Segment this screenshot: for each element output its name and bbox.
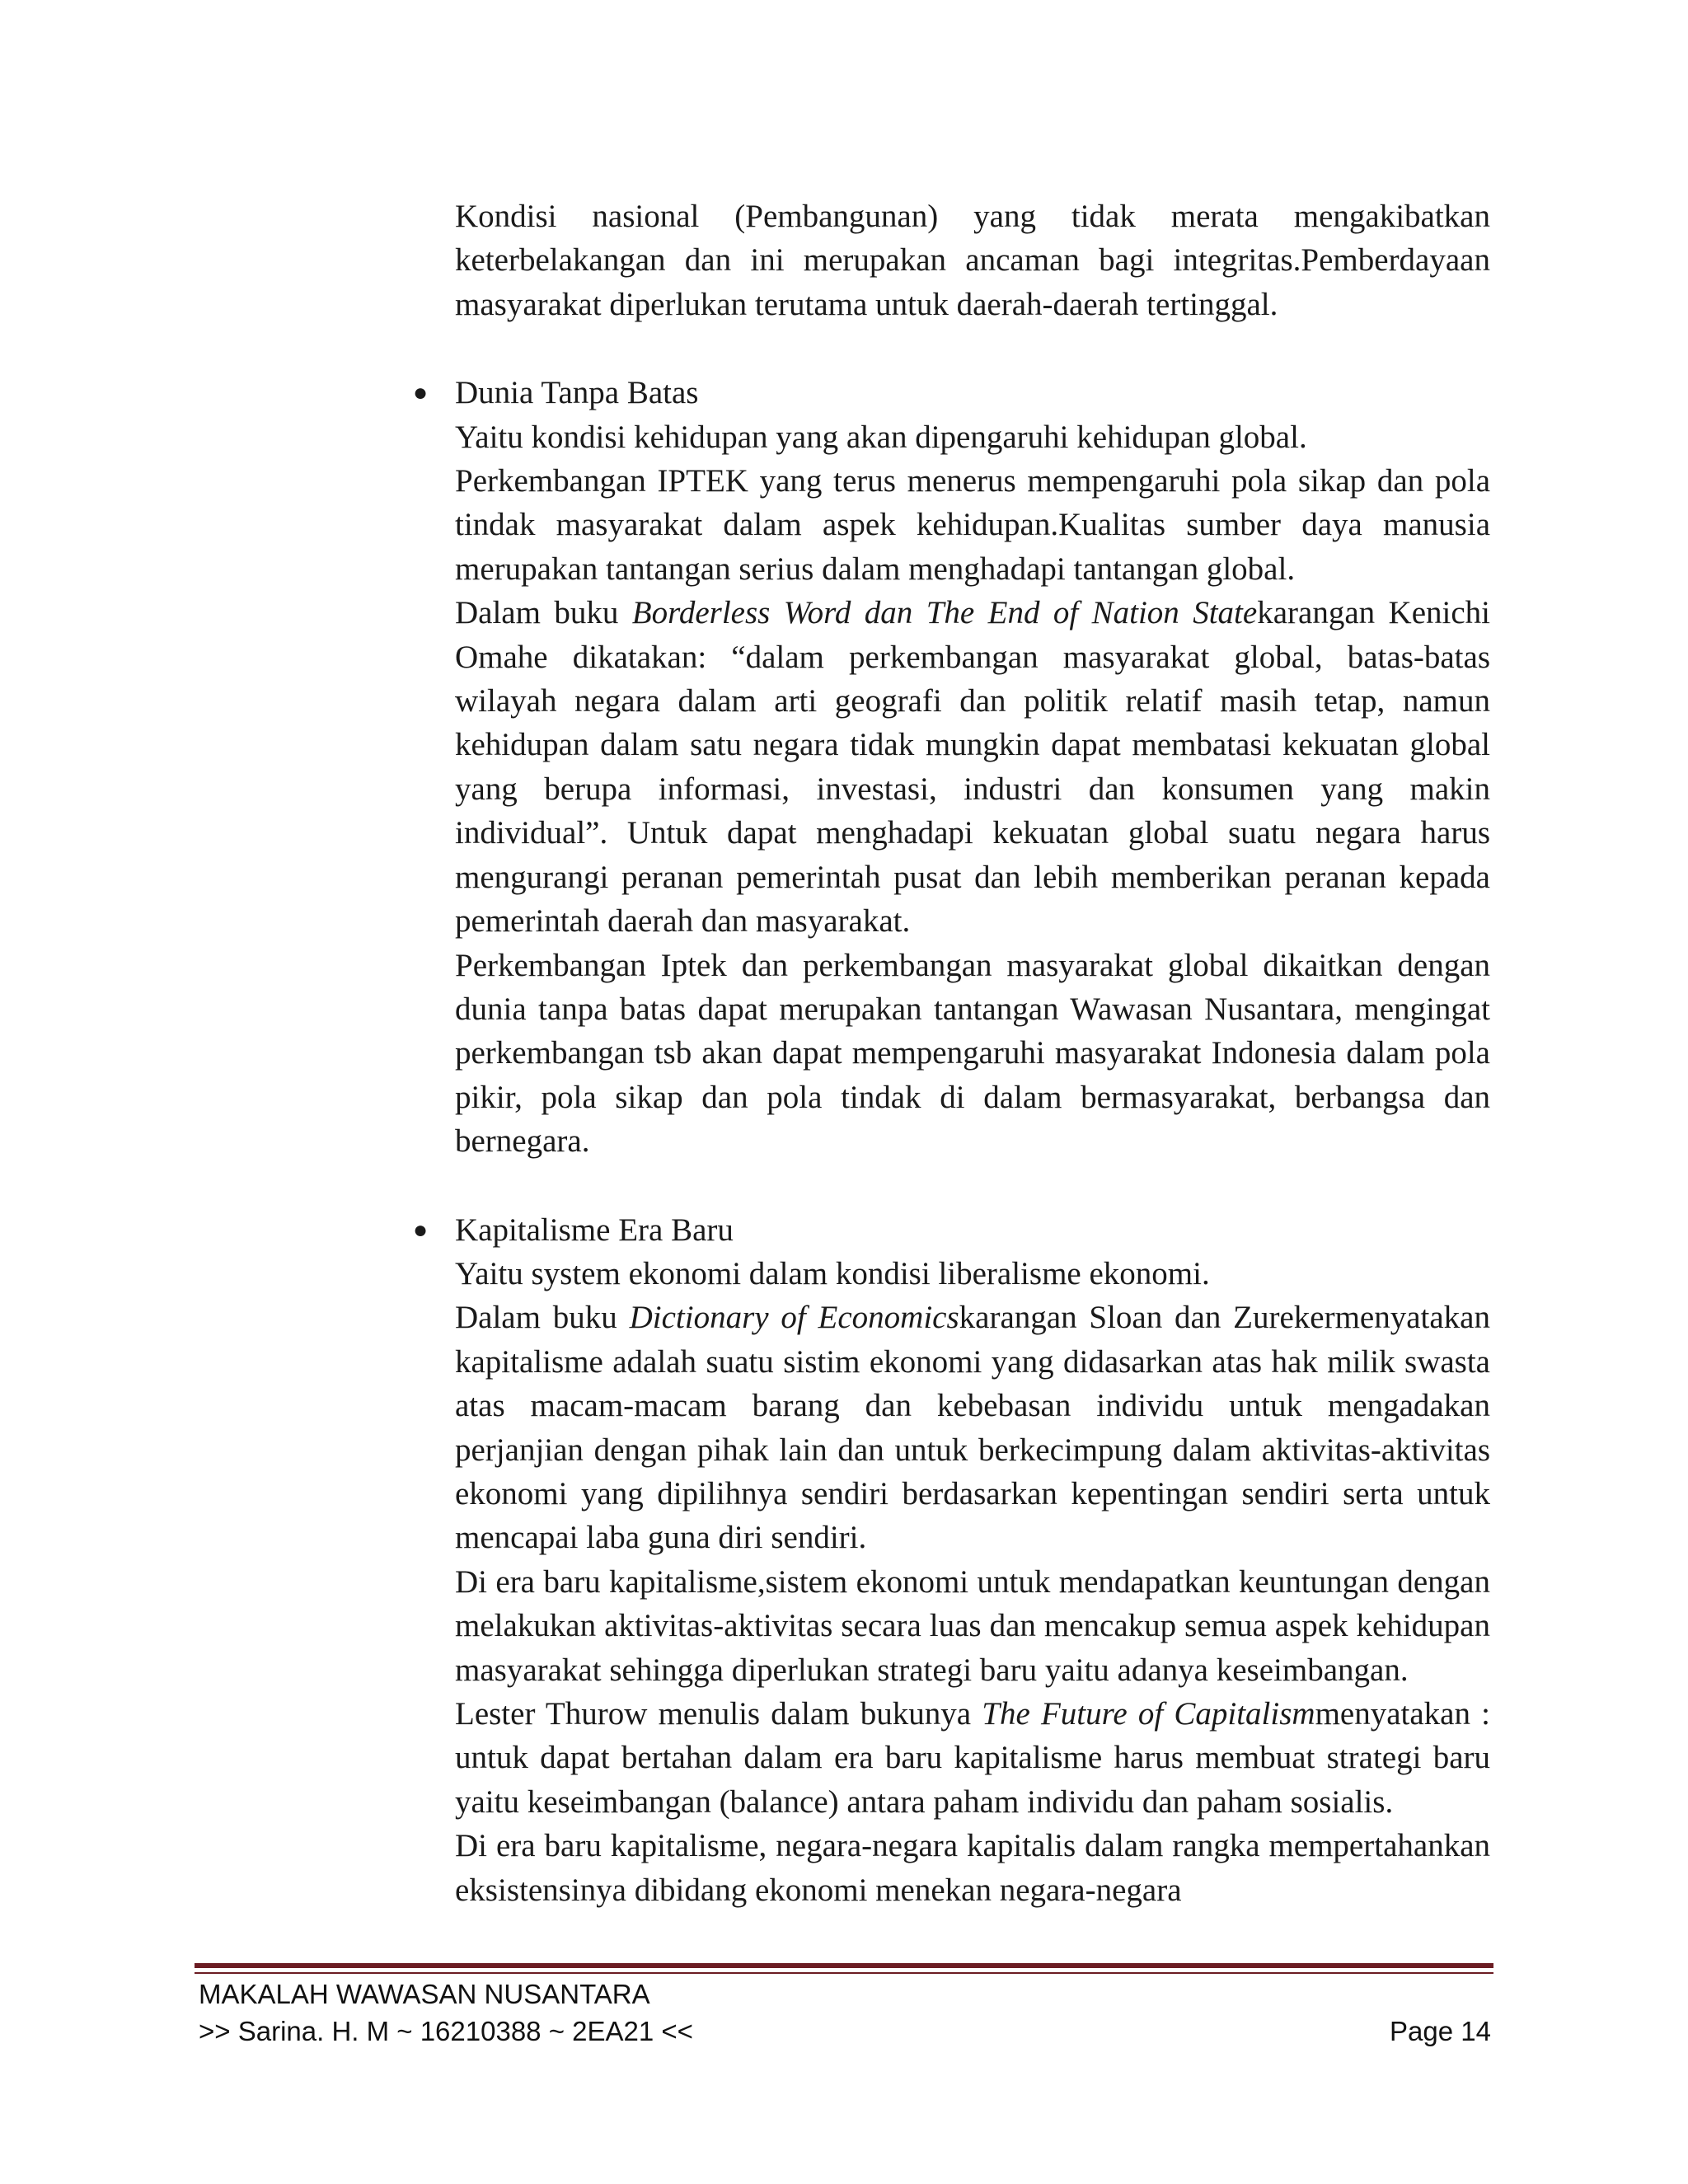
- book-title: Borderless Word dan The End of Nation State: [631, 595, 1258, 631]
- book-title: The Future of Capitalism: [982, 1696, 1315, 1732]
- book-title: Dictionary of Economics: [629, 1300, 959, 1336]
- paragraph: Di era baru kapitalisme, negara-negara kapitalis dalam rangka mempertahankan eksistensinya dibidang ekonomi menekan negara-negara: [455, 1828, 1490, 1908]
- text-run: karangan Kenichi Omahe dikatakan: “dalam perkembangan masyarakat global, batas-batas wilayah negara dalam arti geografi dan politik relatif masih tetap, namun kehidupan dalam satu negara tidak mungkin dapat membatasi kekuatan global yang berupa informasi, investasi, industri dan konsumen yang makin individual”. Untuk dapat menghadapi kekuatan global suatu negara harus mengurangi peranan pemerintah pusat dan lebih memberikan peranan kepada pemerintah daerah dan masyarakat.: [455, 595, 1491, 940]
- paragraph: Perkembangan IPTEK yang terus menerus mempengaruhi pola sikap dan pola tindak masyarakat dalam aspek kehidupan.Kualitas sumber daya manusia merupakan tantangan serius dalam menghadapi tantangan global.: [455, 463, 1490, 587]
- bullet-icon: ●: [412, 1216, 429, 1244]
- paragraph: Yaitu system ekonomi dalam kondisi liberalisme ekonomi.: [455, 1255, 1210, 1291]
- footer-divider-thin: [195, 1972, 1493, 1974]
- footer-divider: [195, 1963, 1493, 1968]
- paragraph: [455, 591, 1490, 943]
- text-run: karangan Sloan dan Zurekermenyatakan kapitalisme adalah suatu sistim ekonomi yang didasarkan atas hak milik swasta atas macam-macam barang dan kebebasan individu untuk mengadakan perjanjian dengan pihak lain dan untuk berkecimpung dalam aktivitas-aktivitas ekonomi yang dipilihnya sendiri berdasarkan kepentingan sendiri serta untuk mencapai laba guna diri sendiri.: [455, 1300, 1490, 1556]
- bullet-kapitalisme-era-baru: [404, 1208, 1490, 1913]
- paragraph: Yaitu kondisi kehidupan yang akan dipengaruhi kehidupan global.: [455, 419, 1307, 455]
- page-number: Page 14: [1390, 2016, 1491, 2046]
- section-title: Kapitalisme Era Baru: [455, 1212, 734, 1248]
- page-footer: [199, 1975, 1491, 2050]
- text-run: menyatakan : untuk dapat bertahan dalam era baru kapitalisme harus membuat strategi baru yaitu keseimbangan (balance) antara paham individu dan paham sosialis.: [455, 1696, 1491, 1820]
- footer-title: MAKALAH WAWASAN NUSANTARA: [199, 1979, 650, 2009]
- text-run: Lester Thurow menulis dalam bukunya: [455, 1696, 982, 1732]
- paragraph: Di era baru kapitalisme,sistem ekonomi untuk mendapatkan keuntungan dengan melakukan aktivitas-aktivitas secara luas dan mencakup semua aspek kehidupan masyarakat sehingga diperlukan strategi baru yaitu adanya keseimbangan.: [455, 1563, 1490, 1688]
- bullet-dunia-tanpa-batas: [404, 371, 1490, 1163]
- paragraph: [455, 1296, 1490, 1559]
- paragraph: [455, 1692, 1490, 1824]
- intro-paragraph: Kondisi nasional (Pembangunan) yang tidak merata mengakibatkan keterbelakangan dan ini merupakan ancaman bagi integritas.Pemberdayaan masyarakat diperlukan terutama untuk daerah-daerah tertinggal.: [455, 199, 1490, 322]
- section-title: Dunia Tanpa Batas: [455, 375, 699, 411]
- text-run: Dalam buku: [455, 1300, 630, 1336]
- bullet-icon: ●: [412, 379, 429, 407]
- footer-author: >> Sarina. H. M ~ 16210388 ~ 2EA21 <<: [199, 2016, 693, 2046]
- text-run: Dalam buku: [455, 595, 632, 631]
- page-body: [404, 194, 1490, 1912]
- paragraph: Perkembangan Iptek dan perkembangan masyarakat global dikaitkan dengan dunia tanpa batas dapat merupakan tantangan Wawasan Nusantara, mengingat perkembangan tsb akan dapat mempengaruhi masyarakat Indonesia dalam pola pikir, pola sikap dan pola tindak di dalam bermasyarakat, berbangsa dan bernegara.: [455, 947, 1490, 1160]
